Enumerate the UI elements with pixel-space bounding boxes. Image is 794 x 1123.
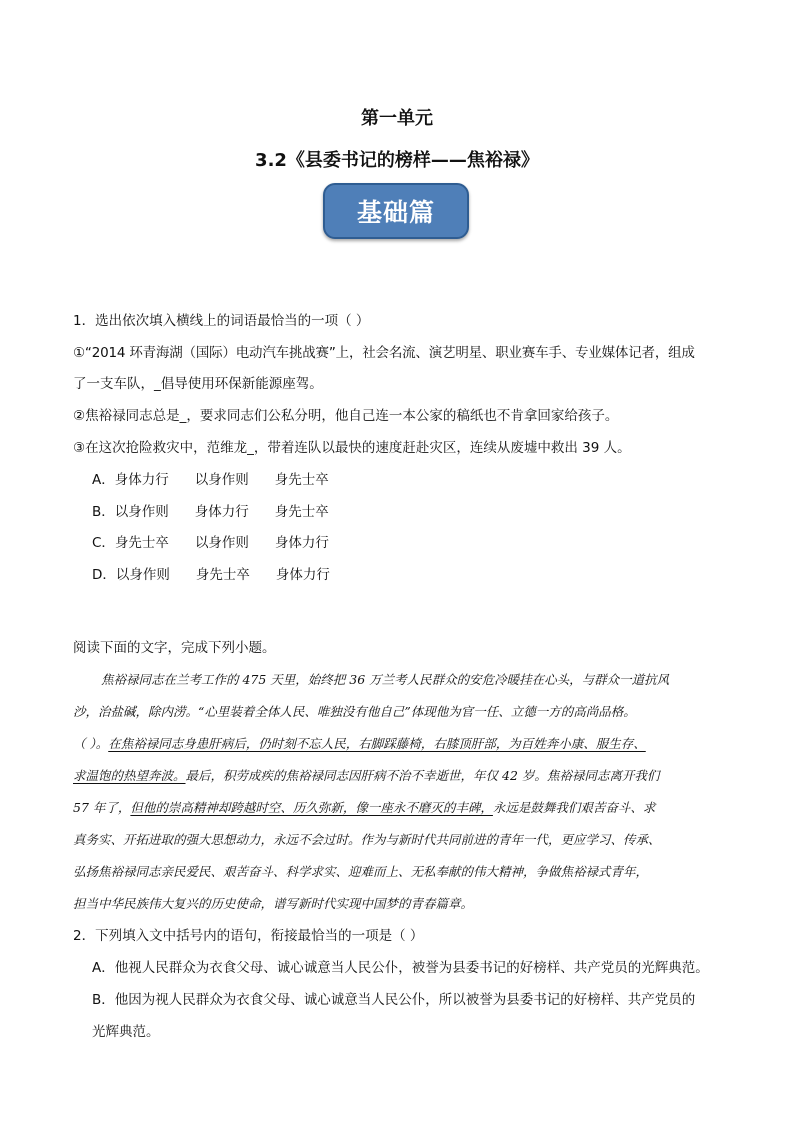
option-letter: D．	[92, 567, 116, 583]
unit-title: 第一单元	[361, 108, 433, 129]
option-word: 身体力行	[114, 472, 169, 488]
passage-text: 永远是鼓舞我们艰苦奋斗、求	[492, 800, 656, 815]
option-b-cont: 光辉典范。	[92, 1024, 160, 1040]
option-letter: A．	[92, 472, 115, 488]
passage-line: 担当中华民族伟大复兴的历史使命，谱写新时代实现中国梦的青春篇章。	[73, 896, 474, 911]
passage-text: 57 年了，	[73, 800, 131, 815]
q1-sentence-1: ①“2014 环青海湖（国际）电动汽车挑战赛”上，社会名流、演艺明星、职业赛车手、专业媒体记者，组成	[73, 345, 695, 361]
option-c[interactable]	[92, 533, 329, 553]
q2-stem: 2．下列填入文中括号内的语句，衔接最恰当的一项是（ ）	[73, 928, 424, 944]
option-word: 身先士卒	[274, 504, 329, 520]
underlined-text: 但他的崇高精神却跨越时空、历久弥新，像一座永不磨灭的丰碑，	[130, 800, 493, 815]
option-word: 以身作则	[115, 567, 170, 583]
q1-sentence-3: ③在这次抢险救灾中，范维龙_，带着连队以最快的速度赶赴灾区，连续从废墟中救出 39 人。	[73, 440, 631, 456]
q1-sentence-2: ②焦裕禄同志总是_，要求同志们公私分明，他自己连一本公家的稿纸也不肯拿回家给孩子。	[73, 408, 619, 424]
blank-bracket: （ ）。	[73, 736, 109, 751]
option-word: 身先士卒	[114, 535, 169, 551]
underlined-text: 求温饱的热望奔波。	[73, 768, 186, 783]
passage-line: 焦裕禄同志在兰考工作的 475 天里，始终把 36 万兰考人民群众的安危冷暖挂在心头，与群众一道抗风	[101, 672, 670, 687]
lesson-title: 3.2《县委书记的榜样——焦裕禄》	[255, 150, 539, 171]
option-letter: B．	[92, 504, 115, 520]
option-word: 身先士卒	[195, 567, 250, 583]
option-word: 身体力行	[274, 535, 329, 551]
passage-line	[73, 798, 743, 818]
underlined-text: 在焦裕禄同志身患肝病后，仍时刻不忘人民，右脚踩藤椅，右膝顶肝部，为百姓奔小康、服生存、	[108, 736, 646, 751]
option-a[interactable]: A．他视人民群众为衣食父母、诚心诚意当人民公仆，被誉为县委书记的好榜样、共产党员的光辉典范。	[92, 960, 709, 976]
option-b[interactable]: B．他因为视人民群众为衣食父母、诚心诚意当人民公仆，所以被誉为县委书记的好榜样、共产党员的	[92, 992, 696, 1008]
basic-level-badge	[323, 183, 469, 239]
passage-line	[73, 766, 743, 786]
passage-line: 沙，治盐碱，除内涝。“心里装着全体人民、唯独没有他自己”体现他为官一任、立德一方的高尚品格。	[73, 704, 636, 719]
option-word: 以身作则	[114, 504, 169, 520]
passage-line: 真务实、开拓进取的强大思想动力，永远不会过时。作为与新时代共同前进的青年一代，更应学习、传承、	[73, 832, 661, 847]
passage-line: 弘扬焦裕禄同志亲民爱民、艰苦奋斗、科学求实、迎难而上、无私奉献的伟大精神，争做焦裕禄式青年，	[73, 864, 649, 879]
option-word: 身先士卒	[274, 472, 329, 488]
option-word: 以身作则	[194, 535, 249, 551]
badge-label: 基础篇	[356, 198, 435, 227]
passage-text: 最后，积劳成疾的焦裕禄同志因肝病不治不幸逝世，年仅 42 岁。焦裕禄同志离开我们	[185, 768, 660, 783]
option-word: 身体力行	[275, 567, 330, 583]
option-a[interactable]	[92, 470, 329, 490]
option-letter: C．	[92, 535, 115, 551]
q1-stem: 1．选出依次填入横线上的词语最恰当的一项（ ）	[73, 313, 370, 329]
option-word: 以身作则	[194, 472, 249, 488]
option-word: 身体力行	[194, 504, 249, 520]
option-d[interactable]	[92, 565, 330, 585]
reading-intro: 阅读下面的文字，完成下列小题。	[73, 640, 276, 656]
q1-sentence-1-cont: 了一支车队，_倡导使用环保新能源座驾。	[73, 376, 323, 392]
option-b[interactable]	[92, 502, 329, 522]
passage-line	[73, 734, 743, 754]
